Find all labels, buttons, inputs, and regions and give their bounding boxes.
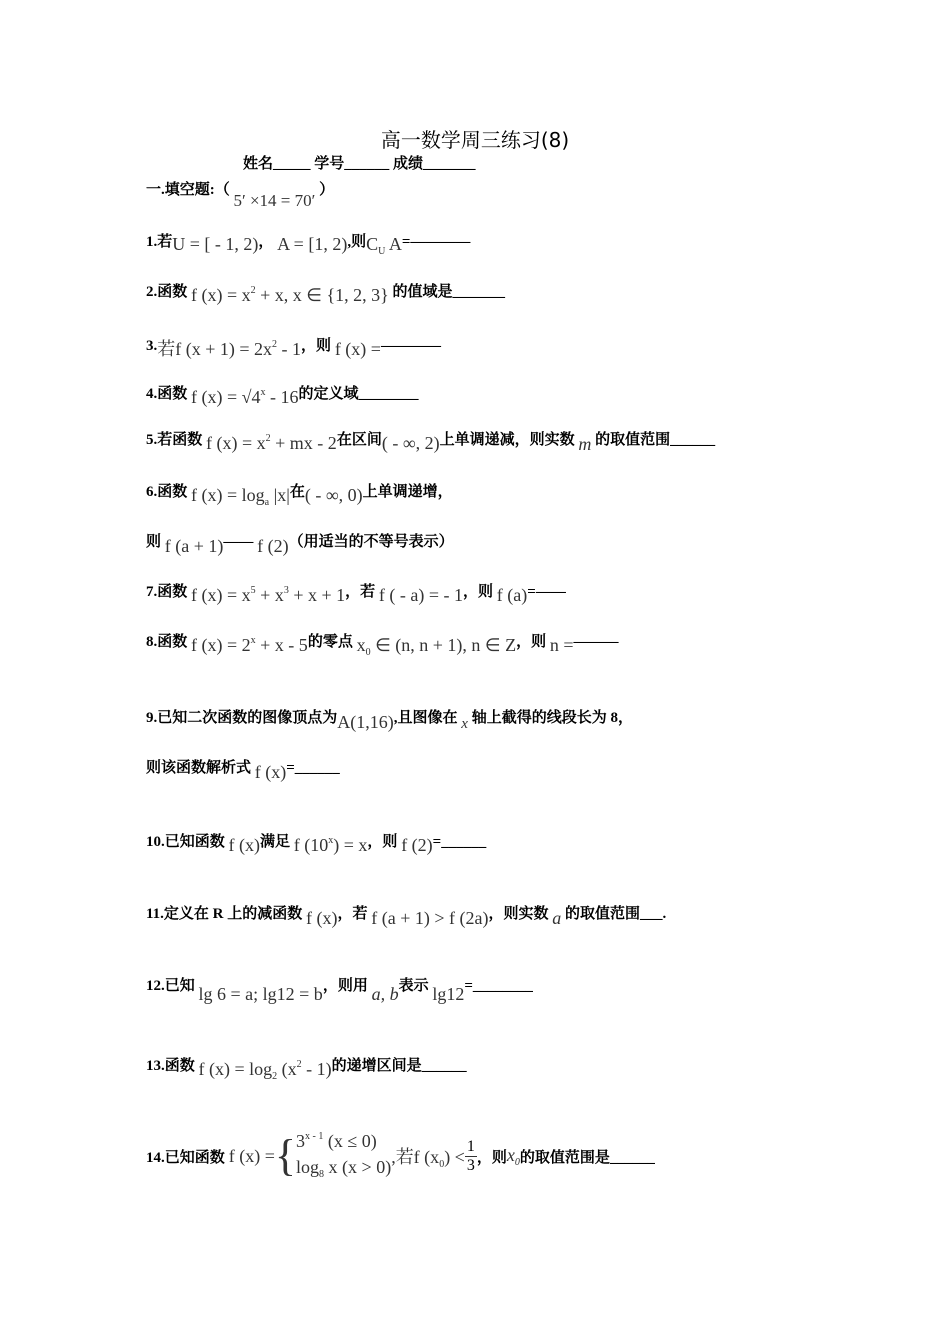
q11-math-2: f (a + 1) > f (2a) [371, 908, 489, 928]
question-6 [146, 480, 453, 508]
q4-m1b: - 16 [265, 387, 299, 407]
q9-text: ,且图像在 [393, 710, 458, 726]
q9-math-a: A(1,16) [337, 712, 394, 732]
q10-sup: x [328, 835, 334, 846]
q10-text2: ，则 [367, 834, 398, 850]
question-8 [146, 630, 619, 658]
q14-frac-num: 1 [466, 1137, 475, 1155]
q11-tail: 的取值范围___. [565, 906, 667, 922]
q9-label: 9.已知二次函数的图像顶点为 [146, 710, 338, 726]
question-9-part-b [146, 756, 340, 782]
q11-text2: ，则实数 [488, 906, 549, 922]
q7-sup2: 3 [283, 585, 289, 596]
q3-blank: ———— [380, 338, 441, 354]
q1-math-complement [366, 234, 402, 257]
q8-blank: ——— [573, 634, 619, 650]
q1-label: 1.若 [146, 234, 173, 250]
q4-math [191, 387, 299, 407]
q5-m1b: + mx - 2 [270, 433, 337, 453]
q14-tail: 的取值范围是______ [519, 1149, 655, 1166]
q10-math-2 [294, 835, 368, 855]
q2-tail: 的值域是_______ [392, 284, 506, 300]
q2-m1b: + x, x ∈ {1, 2, 3} [255, 285, 389, 305]
q7-text: ，若 [345, 584, 376, 600]
q14-m3: x [506, 1144, 515, 1165]
q11-text: ，若 [337, 906, 368, 922]
q12-math-2: a, b [371, 984, 399, 1004]
q13-label: 13.函数 [146, 1058, 195, 1074]
q10-math-3: f (2) [401, 835, 433, 855]
q8-math-2 [356, 635, 517, 658]
q4-m1: f (x) = √4 [191, 387, 261, 407]
q14-m2: ,若f (x [391, 1146, 440, 1167]
q5-interval: ( - ∞, 2) [381, 433, 440, 453]
page-title: 高一数学周三练习(8) [380, 128, 570, 152]
q6b-math-2: f (2) [257, 536, 289, 556]
q13-sub: 2 [272, 1071, 278, 1082]
q14-p1-sup: x - 1 [305, 1131, 324, 1142]
q4-sup: x [260, 387, 266, 398]
question-2 [146, 280, 506, 305]
q7-sup: 5 [250, 585, 256, 596]
q14-m3-sub: 0 [514, 1156, 520, 1168]
q1-math-u: U = [ - 1, 2) [172, 234, 259, 254]
q13-tail: 的递增区间是______ [331, 1058, 467, 1074]
q14-p2-sub: 8 [319, 1169, 325, 1180]
section-math: 5′ ×14 = 70′ [233, 191, 316, 210]
q10-text: 满足 [260, 834, 291, 850]
q5-text: 在区间 [336, 432, 382, 448]
q3-m1: 若f (x + 1) = 2x [157, 339, 273, 359]
q8-sub: 0 [365, 647, 371, 658]
q1-c-sub: U [378, 246, 386, 257]
q3-math-f: f (x) = [334, 339, 381, 359]
q3-text: ，则 [301, 338, 332, 354]
q4-label: 4.函数 [146, 386, 188, 402]
q6b-math-1: f (a + 1) [164, 536, 224, 556]
q14-p2: log [296, 1157, 320, 1177]
q3-label: 3. [146, 338, 158, 354]
q2-label: 2.函数 [146, 284, 188, 300]
q6-interval: ( - ∞, 0) [304, 485, 363, 505]
question-10 [146, 830, 487, 855]
q14-fraction [465, 1138, 477, 1175]
q1-math-a: A = [1, 2) [277, 234, 348, 254]
q11-math-1: f (x) [306, 908, 338, 928]
q8-math [191, 635, 308, 655]
q14-piece-2 [296, 1154, 391, 1188]
q14-m2b: ) < [444, 1146, 465, 1167]
q2-m1: f (x) = x [191, 285, 251, 305]
q7-blank: =—— [527, 584, 566, 600]
q4-tail: 的定义域________ [298, 386, 419, 402]
q10-m2: f (10 [293, 835, 329, 855]
q8-m1: f (x) = 2 [191, 635, 251, 655]
q7-m1: f (x) = x [191, 585, 251, 605]
q3-m1b: - 1 [277, 339, 302, 359]
section-close: ） [319, 182, 335, 198]
q14-p1: 3 [296, 1131, 306, 1151]
q11-var: a [552, 908, 562, 928]
q13-m1c: - 1) [301, 1059, 332, 1079]
q12-math-1: lg 6 = a; lg12 = b [198, 984, 323, 1004]
q8-m2b: ∈ (n, n + 1), n ∈ Z [370, 635, 517, 655]
q10-m2b: ) = x [333, 835, 368, 855]
q8-text2: ，则 [516, 634, 547, 650]
q14-math-f: f (x) = [228, 1145, 275, 1166]
question-4 [146, 382, 419, 407]
q14-m2-sub: 0 [439, 1158, 445, 1170]
q1-c-a: A [385, 234, 402, 254]
q8-m2: x [356, 635, 366, 655]
q12-math-3: lg12 [432, 984, 465, 1004]
q1-blank: =———— [401, 234, 471, 250]
q6b-blank: —— [223, 534, 254, 550]
q9-tail: 轴上截得的线段长为 8， [471, 710, 633, 726]
q6-tail: 上单调递增， [362, 484, 453, 500]
q8-m1b: + x - 5 [255, 635, 308, 655]
q8-text: 的零点 [307, 634, 353, 650]
q13-m1b: (x [277, 1059, 297, 1079]
question-6-part-b [146, 530, 454, 556]
q2-sup: 2 [250, 285, 256, 296]
q14-text: ，则 [476, 1149, 507, 1166]
q7-math-3: f (a) [496, 585, 528, 605]
q6-label: 6.函数 [146, 484, 188, 500]
q10-label: 10.已知函数 [146, 834, 225, 850]
q1-c: C [366, 234, 379, 254]
question-14 [146, 1124, 655, 1188]
q6-sub: a [264, 497, 270, 508]
q5-sup: 2 [265, 433, 271, 444]
question-3 [146, 330, 441, 359]
left-brace-icon: { [274, 1131, 297, 1180]
q7-m1b: + x [255, 585, 284, 605]
q14-piecewise [296, 1124, 391, 1188]
q12-label: 12.已知 [146, 978, 195, 994]
question-11 [146, 902, 667, 928]
q7-text2: ，则 [463, 584, 494, 600]
q14-label: 14.已知函数 [146, 1149, 225, 1166]
q6b-tail: （用适当的不等号表示） [288, 534, 454, 550]
q5-text2: 上单调递减，则实数 [439, 432, 575, 448]
q10-blank: =______ [432, 834, 487, 850]
q1-sep: ， [258, 234, 274, 250]
q3-sup: 2 [272, 339, 278, 350]
q3-math [157, 339, 301, 359]
q7-m1c: + x + 1 [288, 585, 346, 605]
question-9 [146, 706, 633, 732]
q14-frac-den: 3 [466, 1156, 475, 1174]
q2-math [191, 285, 389, 305]
q1-text: ,则 [347, 234, 367, 250]
question-13 [146, 1054, 467, 1082]
question-5 [146, 428, 716, 454]
question-12 [146, 974, 533, 1004]
section-heading [146, 178, 335, 210]
q9b-math: f (x) [254, 762, 287, 782]
q5-label: 5.若函数 [146, 432, 203, 448]
q6-m1b: |x| [269, 485, 290, 505]
q6-text: 在 [289, 484, 305, 500]
q14-math-x0 [507, 1145, 520, 1168]
q7-label: 7.函数 [146, 584, 188, 600]
q9b-label: 则该函数解析式 [146, 760, 252, 776]
q10-math-1: f (x) [228, 835, 260, 855]
q8-label: 8.函数 [146, 634, 188, 650]
question-1 [146, 230, 471, 257]
q8-sup: x [250, 635, 256, 646]
q7-math-2: f ( - a) = - 1 [378, 585, 464, 605]
header-info: 姓名_____ 学号______ 成绩_______ [243, 156, 476, 172]
q12-text2: 表示 [398, 978, 429, 994]
q11-label: 11.定义在 R 上的减函数 [146, 906, 303, 922]
q5-m1: f (x) = x [206, 433, 266, 453]
q7-math [191, 585, 345, 605]
q13-math [198, 1059, 332, 1082]
q6-math [191, 485, 290, 508]
q12-text: ，则用 [322, 978, 368, 994]
q6b-label: 则 [146, 534, 162, 550]
q5-var: m [578, 434, 592, 454]
q14-math-cond [391, 1143, 465, 1170]
q9-math-x: x [461, 716, 468, 732]
q14-piece-1 [296, 1124, 391, 1154]
q9b-blank: =______ [286, 760, 340, 776]
q12-blank: =________ [464, 978, 533, 994]
q13-sup: 2 [296, 1059, 302, 1070]
section-label: 一.填空题:（ [146, 182, 230, 198]
q13-m1: f (x) = log [198, 1059, 273, 1079]
question-7 [146, 580, 566, 605]
q5-math [206, 433, 337, 453]
q8-math-3: n = [549, 635, 574, 655]
q14-p2b: x (x > 0) [324, 1157, 392, 1177]
q5-tail: 的取值范围______ [595, 432, 716, 448]
q6-m1: f (x) = log [191, 485, 265, 505]
q14-p1b: (x ≤ 0) [323, 1131, 377, 1151]
